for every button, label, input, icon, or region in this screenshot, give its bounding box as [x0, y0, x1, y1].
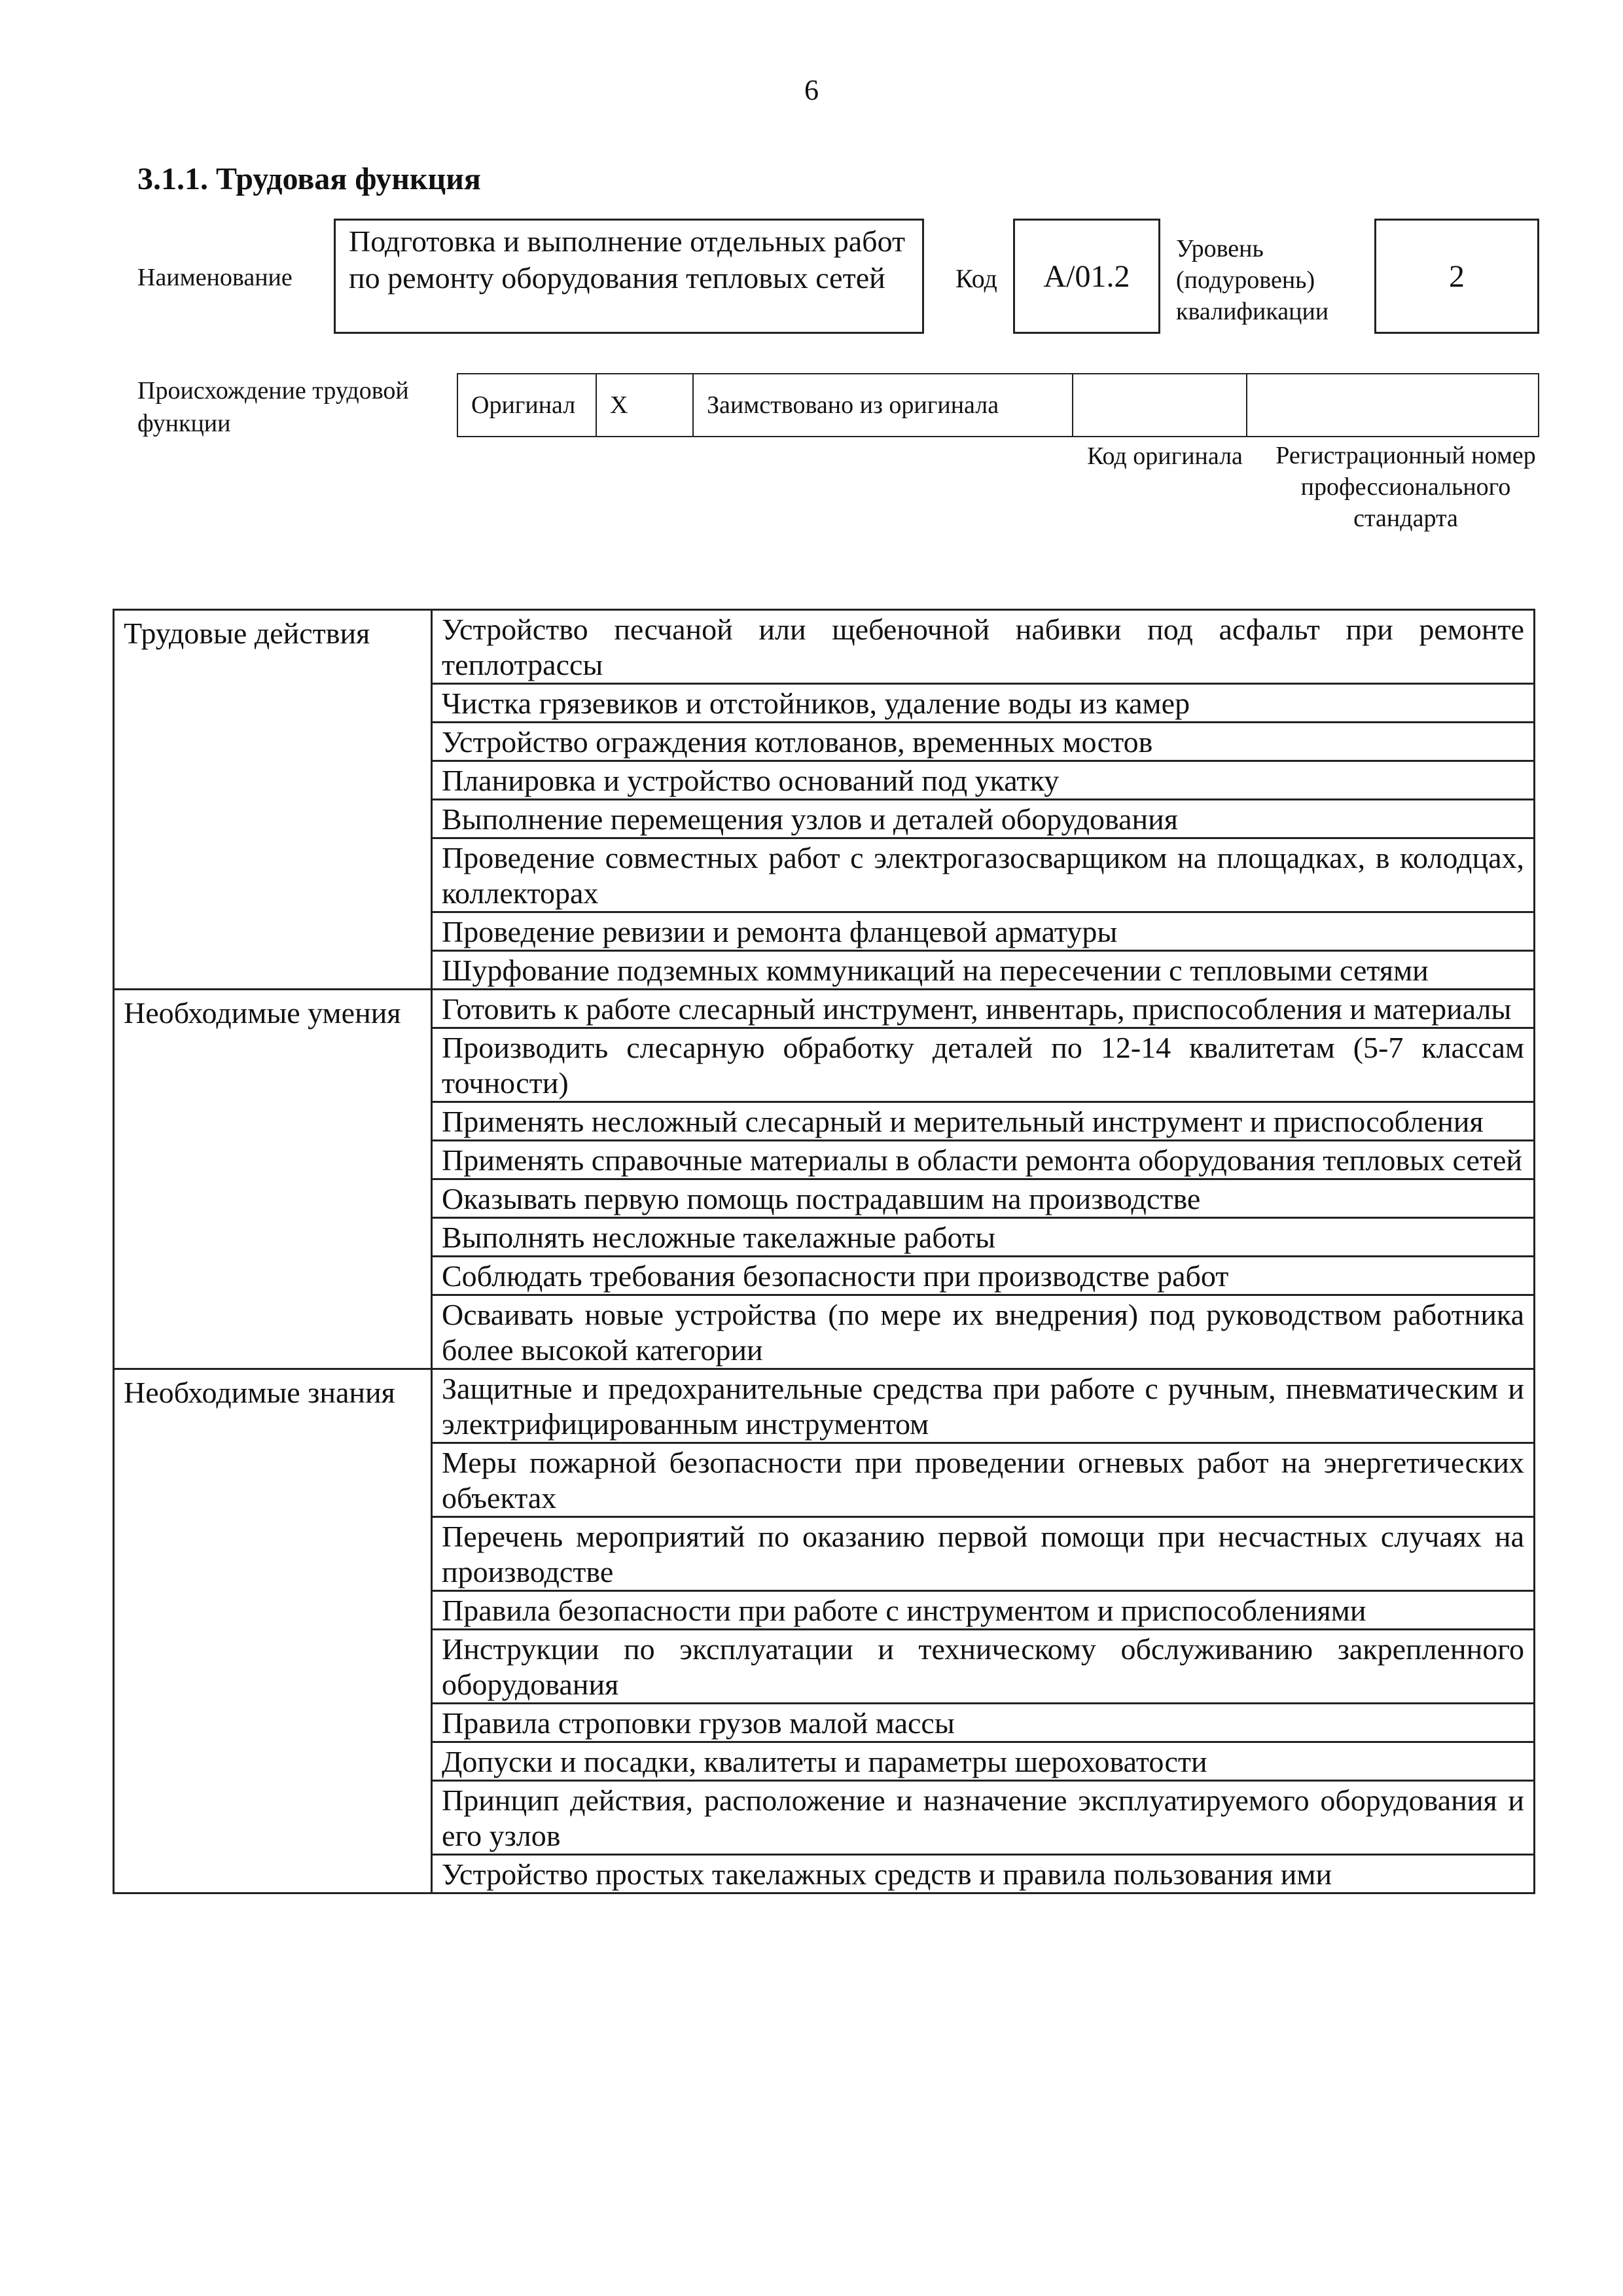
table-cell-item: Оказывать первую помощь пострадавшим на производстве: [432, 1179, 1535, 1218]
table-row: [114, 1369, 1535, 1443]
function-name-value: Подготовка и выполнение отдельных работ по ремонту оборудования тепловых сетей: [334, 219, 924, 334]
registration-number-caption: Регистрационный номер профессионального стандарта: [1275, 442, 1536, 532]
table-cell-item: Инструкции по эксплуатации и техническому обслуживанию закрепленного оборудования: [432, 1630, 1535, 1704]
table-cell-item: Шурфование подземных коммуникаций на пересечении с тепловыми сетями: [432, 951, 1535, 990]
table-cell-item: Производить слесарную обработку деталей по 12-14 квалитетам (5-7 классам точности): [432, 1028, 1535, 1102]
table-cell-item: Правила строповки грузов малой массы: [432, 1704, 1535, 1742]
code-value: А/01.2: [1013, 219, 1160, 334]
table-cell-item: Допуски и посадки, квалитеты и параметры шероховатости: [432, 1742, 1535, 1781]
name-label: Наименование: [137, 264, 293, 291]
table-cell-item: Чистка грязевиков и отстойников, удаление воды из камер: [432, 684, 1535, 723]
table-cell-item: Правила безопасности при работе с инструментом и приспособлениями: [432, 1591, 1535, 1630]
required-knowledge-heading: Необходимые знания: [114, 1369, 432, 1893]
labor-actions-heading: Трудовые действия: [114, 610, 432, 990]
table-cell-item: Выполнение перемещения узлов и деталей оборудования: [432, 800, 1535, 838]
table-cell-item: Перечень мероприятий по оказанию первой помощи при несчастных случаях на производстве: [432, 1517, 1535, 1591]
table-cell-item: Осваивать новые устройства (по мере их внедрения) под руководством работника более высокой категории: [432, 1295, 1535, 1369]
table-cell-item: Применять несложный слесарный и мерительный инструмент и приспособления: [432, 1102, 1535, 1141]
page-number: 6: [804, 74, 819, 106]
table-row: [114, 990, 1535, 1028]
origin-label: Происхождение трудовой функции: [137, 377, 409, 437]
original-code-caption: Код оригинала: [1087, 442, 1243, 470]
table-cell-item: Принцип действия, расположение и назначение эксплуатируемого оборудования и его узлов: [432, 1781, 1535, 1855]
table-cell-item: Устройство простых такелажных средств и правила пользования ими: [432, 1855, 1535, 1893]
function-details-table: [113, 609, 1535, 1894]
origin-original-label: Оригинал: [457, 374, 596, 437]
table-cell-item: Соблюдать требования безопасности при производстве работ: [432, 1257, 1535, 1295]
table-cell-item: Планировка и устройство оснований под укатку: [432, 761, 1535, 800]
origin-original-mark: Х: [596, 374, 693, 437]
table-cell-item: Готовить к работе слесарный инструмент, инвентарь, приспособления и материалы: [432, 990, 1535, 1028]
required-skills-heading: Необходимые умения: [114, 990, 432, 1369]
table-cell-item: Защитные и предохранительные средства при работе с ручным, пневматическим и электрифицированным инструментом: [432, 1369, 1535, 1443]
table-cell-item: Выполнять несложные такелажные работы: [432, 1218, 1535, 1257]
table-cell-item: Меры пожарной безопасности при проведении огневых работ на энергетических объектах: [432, 1443, 1535, 1517]
table-cell-item: Проведение ревизии и ремонта фланцевой арматуры: [432, 912, 1535, 951]
section-title: 3.1.1. Трудовая функция: [137, 162, 481, 196]
origin-borrowed-label: Заимствовано из оригинала: [693, 374, 1073, 437]
qualification-level-label: Уровень (подуровень) квалификации: [1176, 235, 1329, 325]
origin-table: [457, 373, 1539, 437]
code-label: Код: [955, 264, 997, 293]
origin-registration-cell: [1247, 374, 1539, 437]
table-cell-item: Применять справочные материалы в области ремонта оборудования тепловых сетей: [432, 1141, 1535, 1179]
table-cell-item: Проведение совместных работ с электрогазосварщиком на площадках, в колодцах, коллекторах: [432, 838, 1535, 912]
table-row: [114, 610, 1535, 684]
table-cell-item: Устройство ограждения котлованов, временных мостов: [432, 723, 1535, 761]
qualification-level-value: 2: [1374, 219, 1539, 334]
origin-code-cell: [1073, 374, 1247, 437]
table-cell-item: Устройство песчаной или щебеночной набивки под асфальт при ремонте теплотрассы: [432, 610, 1535, 684]
